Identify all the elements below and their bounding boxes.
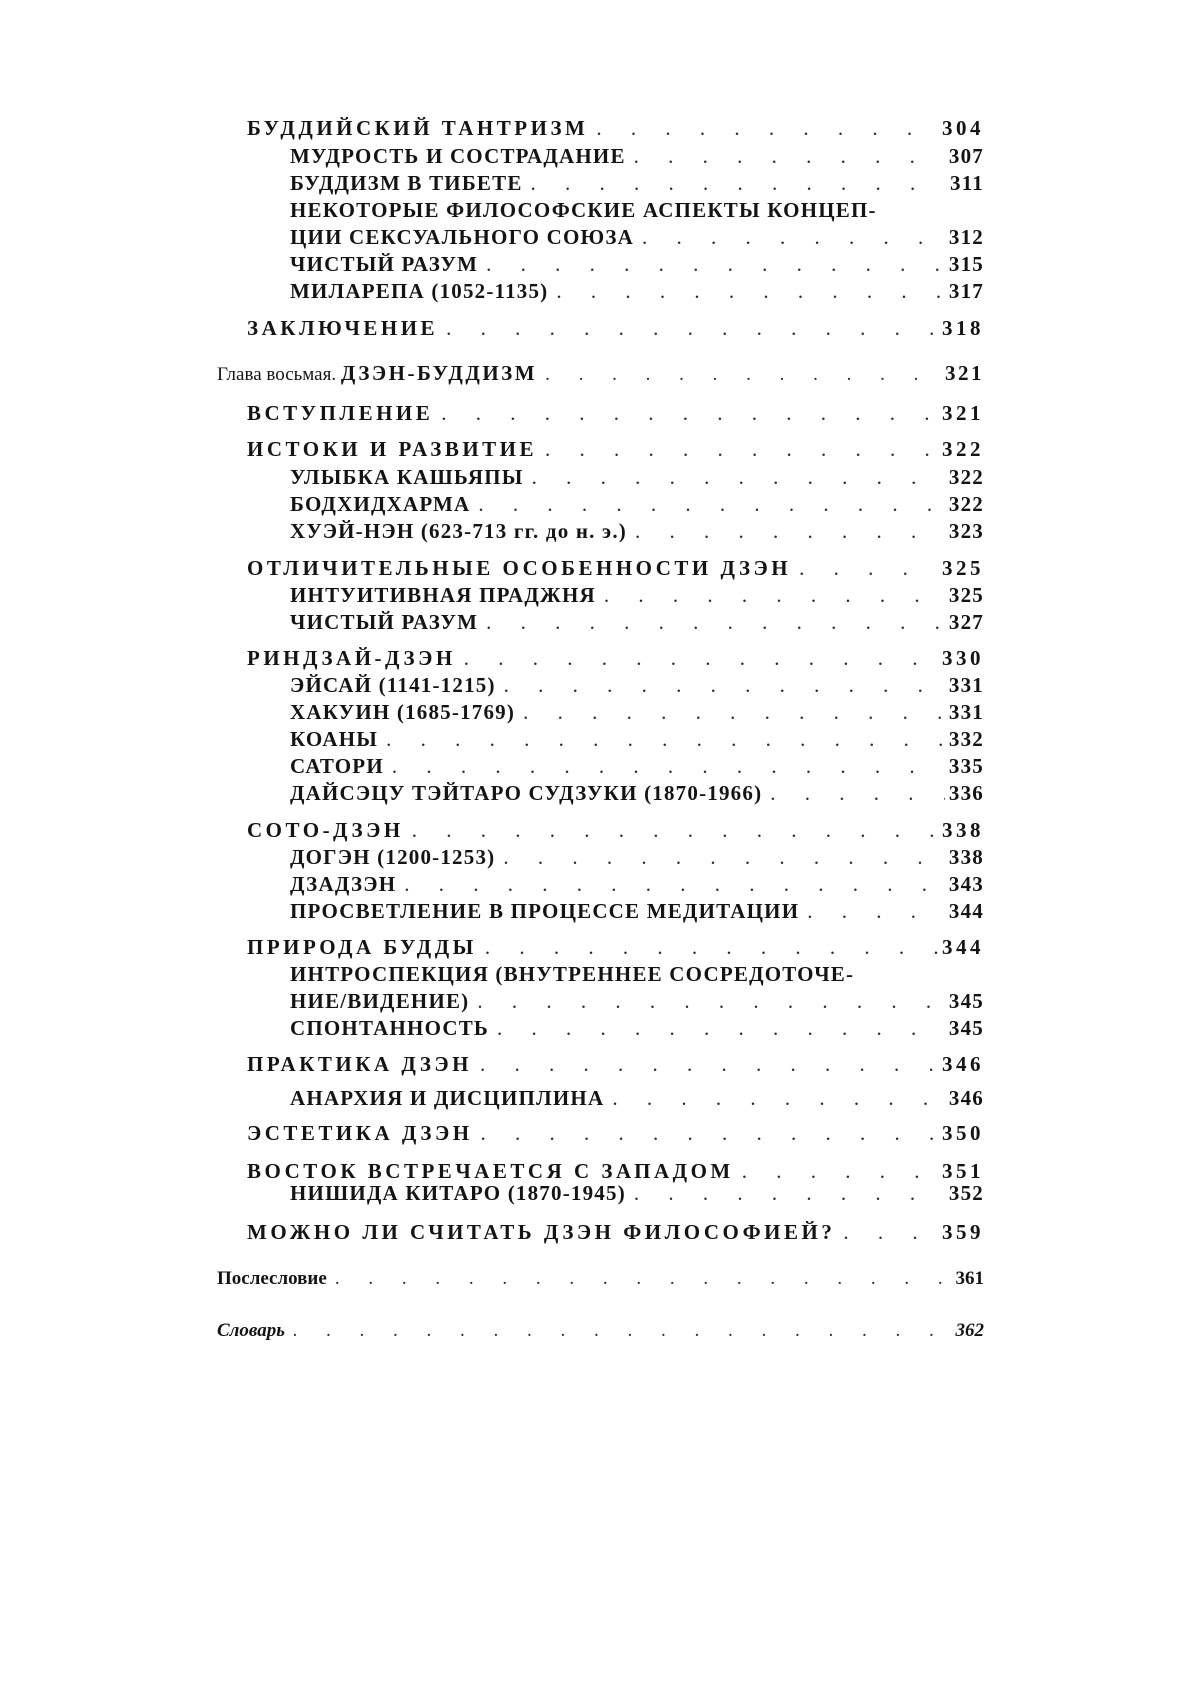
toc-leader-dots: [446, 313, 938, 343]
toc-entry-title: ХАКУИН (1685-1769): [290, 700, 516, 724]
toc-leader-dots: [486, 607, 945, 637]
toc-leader-dots: [481, 1118, 938, 1148]
toc-entry: [290, 462, 984, 492]
toc-leader-dots: [604, 580, 945, 610]
toc-leader-dots: [523, 697, 945, 727]
toc-entry: [247, 815, 984, 845]
toc-entry-title: БУДДИЙСКИЙ ТАНТРИЗМ: [247, 116, 589, 140]
toc-entry: [290, 195, 984, 225]
toc-entry: [290, 842, 984, 872]
toc-entry-page: 330: [942, 646, 984, 670]
toc-entry: [290, 778, 984, 808]
toc-entry-page: 321: [945, 361, 984, 385]
toc-leader-dots: [843, 1217, 938, 1247]
toc-leader-dots: [807, 896, 945, 926]
toc-entry-title: РИНДЗАЙ-ДЗЭН: [247, 646, 456, 670]
toc-entry-title: НИШИДА КИТАРО (1870-1945): [290, 1181, 626, 1205]
toc-entry: [290, 516, 984, 546]
toc-entry: [247, 1217, 984, 1247]
toc-entry-title: ПРОСВЕТЛЕНИЕ В ПРОЦЕССЕ МЕДИТАЦИИ: [290, 899, 800, 923]
toc-entry-title: МИЛАРЕПА (1052-1135): [290, 279, 549, 303]
toc-leader-dots: [545, 434, 938, 464]
chapter-prefix: Глава восьмая.: [217, 364, 337, 385]
toc-entry-title: МУДРОСТЬ И СОСТРАДАНИЕ: [290, 144, 626, 168]
toc-entry-page: 344: [948, 899, 984, 923]
toc-entry: [247, 932, 984, 962]
toc-entry-title: ИСТОКИ И РАЗВИТИЕ: [247, 437, 538, 461]
toc-entry-title: ИНТУИТИВНАЯ ПРАДЖНЯ: [290, 583, 596, 607]
toc-entry-page: 350: [942, 1121, 984, 1145]
toc-entry-title: ПРИРОДА БУДДЫ: [247, 935, 477, 959]
toc-entry: [247, 398, 984, 428]
toc-entry: [217, 1316, 984, 1346]
toc-entry-page: 307: [948, 144, 984, 168]
toc-entry: [290, 168, 984, 198]
toc-entry-page: 322: [948, 492, 984, 516]
toc-leader-dots: [464, 643, 938, 673]
toc-leader-dots: [335, 1264, 952, 1294]
toc-entry: [247, 434, 984, 464]
toc-entry: [247, 113, 984, 143]
toc-entry-title: ДОГЭН (1200-1253): [290, 845, 496, 869]
toc-entry: [290, 580, 984, 610]
toc-leader-dots: [293, 1316, 952, 1346]
toc-entry-page: 331: [948, 700, 984, 724]
toc-entry-title: ЦИИ СЕКСУАЛЬНОГО СОЮЗА: [290, 225, 635, 249]
toc-entry: [290, 276, 984, 306]
toc-entry-title: ХУЭЙ-НЭН (623-713 гг. до н. э.): [290, 519, 627, 543]
toc-entry-title: Словарь: [217, 1320, 285, 1341]
toc-leader-dots: [612, 1083, 945, 1113]
toc-entry-page: 327: [948, 610, 984, 634]
toc-leader-dots: [531, 168, 947, 198]
toc-leader-dots: [392, 751, 945, 781]
toc-entry: [247, 643, 984, 673]
toc-entry-page: 325: [948, 583, 984, 607]
toc-leader-dots: [478, 489, 945, 519]
toc-entry-page: 336: [948, 781, 984, 805]
toc-entry-page: 304: [942, 116, 984, 140]
toc-entry-page: 351: [942, 1159, 984, 1183]
toc-entry-title: САТОРИ: [290, 754, 384, 778]
chapter-title: ДЗЭН-БУДДИЗМ: [340, 361, 538, 385]
toc-entry-page: 361: [955, 1268, 984, 1289]
toc-entry: [247, 313, 984, 343]
toc-entry-page: 346: [948, 1086, 984, 1110]
toc-entry-page: 311: [950, 171, 984, 195]
toc-entry-title: ЧИСТЫЙ РАЗУМ: [290, 610, 479, 634]
toc-entry-title: АНАРХИЯ И ДИСЦИПЛИНА: [290, 1086, 605, 1110]
toc-entry-page: 345: [948, 1016, 984, 1040]
toc-entry-page: 359: [942, 1220, 984, 1244]
toc-entry-title: ПРАКТИКА ДЗЭН: [247, 1052, 472, 1076]
toc-leader-dots: [503, 842, 945, 872]
toc-entry: [217, 1264, 984, 1294]
toc-entry-page: 345: [948, 989, 984, 1013]
toc-entry: [290, 959, 984, 989]
toc-leader-dots: [480, 1049, 938, 1079]
toc-entry-page: 344: [942, 935, 984, 959]
toc-entry-title: ЧИСТЫЙ РАЗУМ: [290, 252, 479, 276]
toc-leader-dots: [404, 869, 945, 899]
toc-entry: [290, 896, 984, 926]
toc-entry-page: 338: [942, 818, 984, 842]
toc-entry-page: 352: [948, 1181, 984, 1205]
toc-entry-title: ДАЙСЭЦУ ТЭЙТАРО СУДЗУКИ (1870-1966): [290, 781, 763, 805]
toc-entry-page: 346: [942, 1052, 984, 1076]
toc-entry-title: НЕКОТОРЫЕ ФИЛОСОФСКИЕ АСПЕКТЫ КОНЦЕП-: [290, 198, 877, 222]
toc-entry-title: ЭЙСАЙ (1141-1215): [290, 673, 496, 697]
toc-entry-page: 335: [948, 754, 984, 778]
toc-entry-title: [217, 358, 537, 390]
toc-entry: [290, 1013, 984, 1043]
toc-leader-dots: [386, 724, 945, 754]
toc-entry-page: 312: [948, 225, 984, 249]
toc-entry: [290, 670, 984, 700]
toc-entry: [247, 1049, 984, 1079]
toc-leader-dots: [556, 276, 945, 306]
toc-leader-dots: [545, 360, 941, 390]
toc-leader-dots: [596, 113, 938, 143]
toc-entry-title: БОДХИДХАРМА: [290, 492, 471, 516]
toc-entry-title: НИЕ/ВИДЕНИЕ): [290, 989, 470, 1013]
toc-entry: [247, 553, 984, 583]
toc-entry-page: 322: [942, 437, 984, 461]
toc-entry: [290, 222, 984, 252]
toc-entry-page: 332: [948, 727, 984, 751]
toc-entry-page: 318: [942, 316, 984, 340]
toc-leader-dots: [635, 516, 945, 546]
toc-entry: [290, 751, 984, 781]
toc-entry-page: 362: [955, 1320, 984, 1341]
toc-entry-title: Послесловие: [217, 1268, 327, 1289]
toc-entry: [290, 1083, 984, 1113]
toc-entry-title: СПОНТАННОСТЬ: [290, 1016, 490, 1040]
toc-entry-page: 321: [942, 401, 984, 425]
toc-entry: [290, 249, 984, 279]
toc-leader-dots: [477, 986, 945, 1016]
toc-leader-dots: [770, 778, 945, 808]
toc-leader-dots: [497, 1013, 945, 1043]
toc-entry-title: СОТО-ДЗЭН: [247, 818, 404, 842]
toc-entry-page: 323: [948, 519, 984, 543]
toc-leader-dots: [485, 932, 938, 962]
toc-entry-title: МОЖНО ЛИ СЧИТАТЬ ДЗЭН ФИЛОСОФИЕЙ?: [247, 1220, 836, 1244]
toc-entry-title: УЛЫБКА КАШЬЯПЫ: [290, 465, 524, 489]
toc-leader-dots: [486, 249, 945, 279]
toc-entry: [290, 697, 984, 727]
toc-entry-title: ВСТУПЛЕНИЕ: [247, 401, 434, 425]
toc-leader-dots: [799, 553, 938, 583]
toc-entry: [290, 986, 984, 1016]
toc-entry-title: ЗАКЛЮЧЕНИЕ: [247, 316, 439, 340]
toc-entry-page: 331: [948, 673, 984, 697]
toc-leader-dots: [441, 398, 938, 428]
toc-entry-page: 322: [948, 465, 984, 489]
toc-entry-title: ИНТРОСПЕКЦИЯ (ВНУТРЕННЕЕ СОСРЕДОТОЧЕ-: [290, 962, 855, 986]
toc-leader-dots: [532, 462, 945, 492]
toc-entry-page: 338: [948, 845, 984, 869]
toc-entry-title: ОТЛИЧИТЕЛЬНЫЕ ОСОБЕННОСТИ ДЗЭН: [247, 556, 792, 580]
toc-leader-dots: [642, 222, 945, 252]
toc-entry-page: 315: [948, 252, 984, 276]
toc-entry: [290, 869, 984, 899]
toc-entry: [290, 724, 984, 754]
toc-entry: [290, 141, 984, 171]
toc-leader-dots: [412, 815, 938, 845]
toc-entry: [247, 1118, 984, 1148]
toc-entry-title: КОАНЫ: [290, 727, 379, 751]
toc-entry: [290, 1178, 984, 1208]
toc-entry-title: ДЗАДЗЭН: [290, 872, 397, 896]
toc-leader-dots: [634, 141, 945, 171]
toc-entry-title: ЭСТЕТИКА ДЗЭН: [247, 1121, 473, 1145]
toc-entry: [290, 489, 984, 519]
toc-leader-dots: [504, 670, 945, 700]
toc-leader-dots: [634, 1178, 945, 1208]
toc-entry-page: 343: [948, 872, 984, 896]
toc-entry-page: 325: [942, 556, 984, 580]
toc-entry: [290, 607, 984, 637]
toc-entry-page: 317: [948, 279, 984, 303]
toc-entry-title: БУДДИЗМ В ТИБЕТЕ: [290, 171, 523, 195]
toc-entry-title: ВОСТОК ВСТРЕЧАЕТСЯ С ЗАПАДОМ: [247, 1159, 734, 1183]
toc-chapter-entry: [217, 358, 984, 388]
